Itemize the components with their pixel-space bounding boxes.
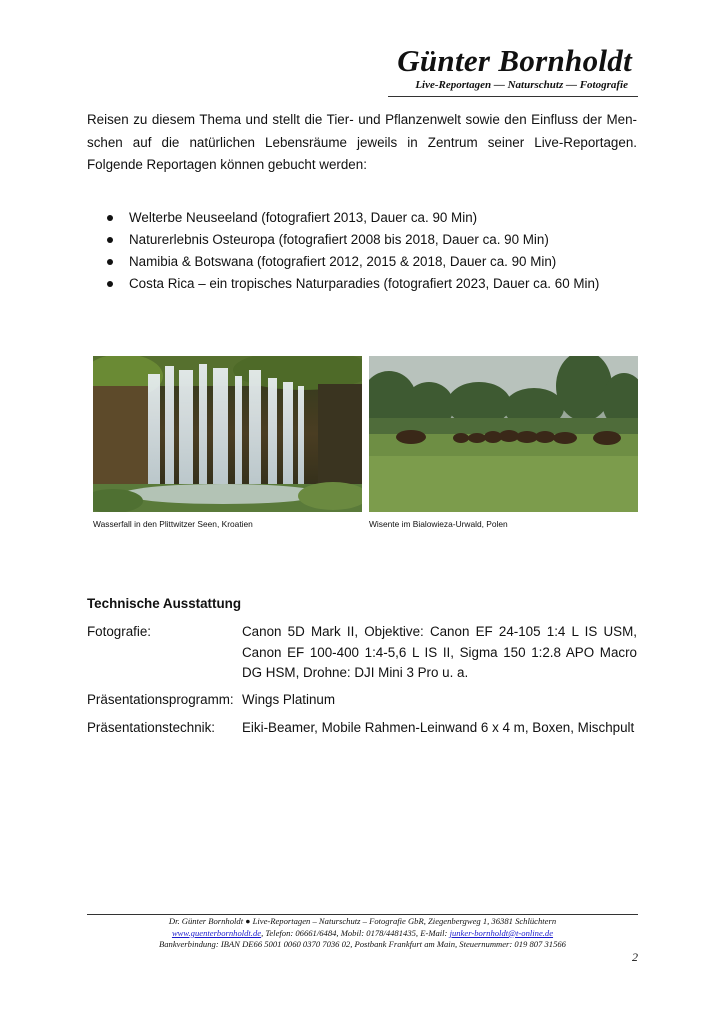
bullet-icon — [107, 259, 113, 265]
list-item — [87, 273, 647, 295]
tech-section-title: Technische Ausstattung — [87, 596, 242, 611]
tech-row-praesentationsprogramm — [87, 690, 647, 711]
tech-label: Präsentationsprogramm: — [87, 692, 234, 707]
tech-value: Wings Platinum — [242, 692, 336, 707]
tech-value: Eiki-Beamer, Mobile Rahmen-Leinwand 6 x 4 m, Boxen, Mischpult — [242, 720, 635, 735]
footer — [87, 916, 638, 951]
letterhead-name: Günter Bornholdt — [397, 43, 632, 78]
website-link[interactable]: www.guenterbornholdt.de — [171, 927, 262, 938]
waterfall-photo — [93, 356, 362, 512]
header-divider — [388, 96, 638, 97]
letterhead-subtitle: Live-Reportagen — Naturschutz — Fotografie — [415, 79, 628, 91]
bullet-icon — [107, 281, 113, 287]
letterhead — [380, 44, 638, 92]
footer-bank: Bankverbindung: IBAN DE66 5001 0060 0370 7036 02, Postbank Frankfurt am Main, Steuernummer: 019 807 31566 — [159, 939, 566, 949]
list-item-text: Welterbe Neuseeland (fotografiert 2013, Dauer ca. 90 Min) — [129, 210, 478, 225]
list-item-text: Costa Rica – ein tropisches Naturparadies (fotografiert 2023, Dauer ca. 60 Min) — [129, 276, 600, 291]
bison-photo — [369, 356, 638, 512]
list-item-text: Namibia & Botswana (fotografiert 2012, 2015 & 2018, Dauer ca. 90 Min) — [129, 254, 557, 269]
footer-divider — [87, 914, 638, 915]
list-item — [87, 207, 647, 229]
tech-row-fotografie — [87, 622, 647, 684]
list-item — [87, 251, 647, 273]
bullet-icon — [107, 237, 113, 243]
photo-caption-bison: Wisente im Bialowieza-Urwald, Polen — [369, 519, 508, 529]
footer-phone: , Telefon: 06661/6484, Mobil: 0178/4481435, E-Mail: — [261, 927, 450, 938]
reportage-list — [87, 207, 647, 295]
tech-label: Präsentationstechnik: — [87, 720, 216, 735]
footer-address: Dr. Günter Bornholdt ● Live-Reportagen – Naturschutz – Fotografie GbR, Ziegenbergweg 1, 36381 Schlüchtern — [168, 916, 557, 926]
email-link[interactable]: junker-bornholdt@t-online.de — [449, 927, 554, 938]
list-item — [87, 229, 647, 251]
photo-caption-waterfall: Wasserfall in den Plittwitzer Seen, Kroatien — [93, 519, 253, 529]
tech-value: Canon 5D Mark II, Objektive: Canon EF 24-105 1:4 L IS USM, Canon EF 100-400 1:4-5,6 L IS II, Sigma 150 1:2.8 APO Macro DG HSM, Drohne: DJI Mini 3 Pro u. a. — [242, 624, 637, 680]
bullet-icon — [107, 215, 113, 221]
footer-contact — [87, 928, 638, 940]
page-number: 2 — [632, 950, 638, 964]
intro-paragraph: Reisen zu diesem Thema und stellt die Tier- und Pflanzenwelt sowie den Einfluss der Menschen auf die natürlichen Lebensräume jeweils in Zentrum seiner Live-Reportagen. Folgende Reportagen können gebucht werden: — [87, 112, 637, 172]
tech-label: Fotografie: — [87, 624, 152, 639]
list-item-text: Naturerlebnis Osteuropa (fotografiert 2008 bis 2018, Dauer ca. 90 Min) — [129, 232, 549, 247]
tech-row-praesentationstechnik — [87, 718, 647, 739]
